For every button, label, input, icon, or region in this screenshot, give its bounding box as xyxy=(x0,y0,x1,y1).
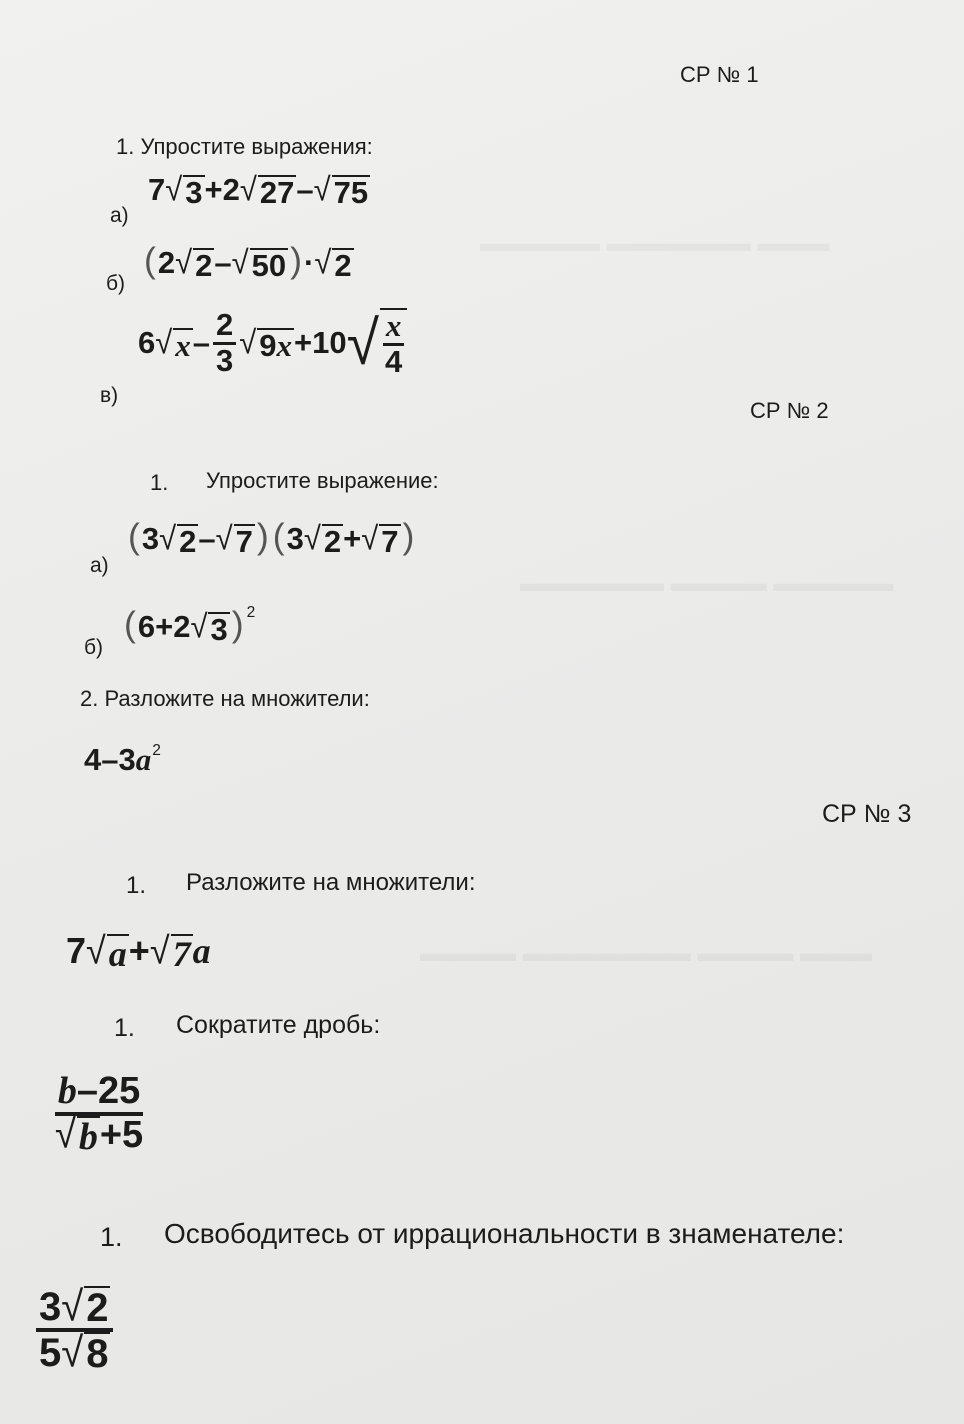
show-through-text: ▬▬▬▬ ▬▬▬▬▬▬▬ ▬▬▬▬ ▬▬▬ xyxy=(420,940,873,967)
sr2-task2-title: 2. Разложите на множители: xyxy=(80,686,370,711)
sr1-expression-v: 6 √ x – $\frac{2}{3}$ √ 9x +10 √ $\frac{x}{4}$ xyxy=(138,308,407,378)
sr3-task3-title: Освободитесь от иррациональности в знаменателе: xyxy=(164,1218,845,1249)
sr2-label-b: б) xyxy=(84,636,104,659)
sr2-header: СР № 2 xyxy=(750,398,829,423)
sr3-task3-fraction: 3 √ 2 5 √ 8 xyxy=(36,1286,113,1374)
sr1-expression-a: 7 √ 3 +2 √ 27 – √ 75 xyxy=(148,171,369,210)
sr1-label-v: в) xyxy=(100,384,119,407)
sr1-expression-b: ( 2 √ 2 – √ 50 ) · √ 2 xyxy=(144,240,352,283)
sr2-label-a: а) xyxy=(90,554,109,577)
sr1-task1-title: 1. Упростите выражения: xyxy=(116,134,373,159)
sr1-header: СР № 1 xyxy=(680,62,759,87)
sr3-task1-expression: 7 √ a + √ 7 a xyxy=(66,928,211,974)
sr3-task3-number: 1. xyxy=(100,1222,123,1252)
sr3-task1-title: Разложите на множители: xyxy=(186,869,476,896)
sr1-label-b: б) xyxy=(106,272,126,295)
sr2-task1-number: 1. xyxy=(150,470,169,495)
sr2-task2-expression: 4–3 a $^2$ xyxy=(84,742,161,777)
show-through-text: ▬▬▬▬▬ ▬▬▬▬▬▬ ▬▬▬ xyxy=(480,230,830,257)
sr3-task2-fraction: b–25 √ b +5 xyxy=(55,1070,144,1158)
sr1-label-a: а) xyxy=(110,204,129,227)
sr2-expression-b: ( 6+2 √ 3 ) $^2$ xyxy=(124,604,256,647)
sr3-task2-title: Сократите дробь: xyxy=(176,1011,381,1039)
sr2-task1-title: Упростите выражение: xyxy=(206,468,439,493)
show-through-text: ▬▬▬▬▬▬ ▬▬▬▬ ▬▬▬▬▬ xyxy=(520,570,894,597)
sr3-header: СР № 3 xyxy=(822,800,912,828)
sr3-task1-number: 1. xyxy=(126,872,147,899)
sr3-task2-number: 1. xyxy=(114,1014,135,1042)
sr2-expression-a: ( 3 √ 2 – √ 7 ) ( 3 √ 2 + √ 7 ) xyxy=(128,516,415,559)
